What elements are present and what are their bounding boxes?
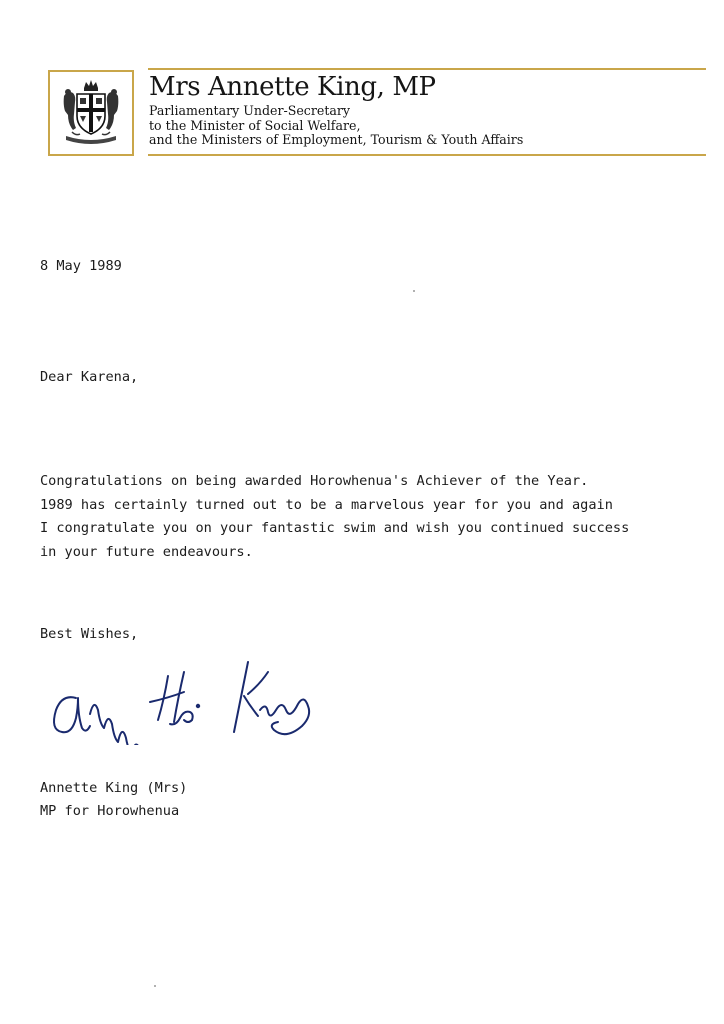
letter-date: 8 May 1989 [40, 258, 122, 274]
letter-closing: Best Wishes, [40, 626, 139, 642]
letter-body [40, 470, 629, 564]
letterhead-title-line: and the Ministers of Employment, Tourism & Youth Affairs [149, 132, 524, 147]
signer-title: MP for Horowhenua [40, 803, 180, 819]
body-line: in your future endeavours. [40, 543, 253, 560]
paper-speck [413, 290, 415, 292]
letterhead [48, 68, 706, 160]
letterhead-title-line: Parliamentary Under-Secretary [149, 103, 351, 118]
handwritten-signature-icon [48, 650, 338, 745]
paper-speck [154, 985, 156, 987]
letterhead-top-rule [148, 68, 706, 70]
body-line: Congratulations on being awarded Horowhenua's Achiever of the Year. [40, 473, 589, 489]
crest-frame [48, 70, 134, 156]
letterhead-title-line: to the Minister of Social Welfare, [149, 117, 361, 133]
letterhead-titles [149, 104, 523, 148]
signer-name: Annette King (Mrs) [40, 780, 188, 796]
body-line: 1989 has certainly turned out to be a marvelous year for you and again [40, 496, 613, 513]
letter-salutation: Dear Karena, [40, 369, 139, 385]
body-line: I congratulate you on your fantastic swim and wish you continued success [40, 520, 630, 536]
nz-coat-of-arms-icon [56, 78, 126, 148]
letterhead-bottom-rule [148, 154, 706, 156]
letterhead-name: Mrs Annette King, MP [149, 72, 436, 102]
